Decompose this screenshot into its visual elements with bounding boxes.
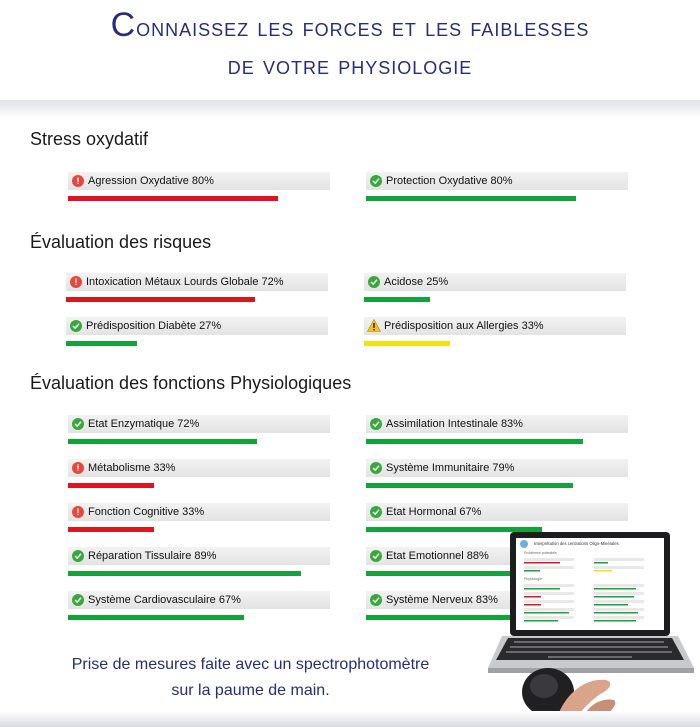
laptop-screen-section1: Problèmes potentiels: [524, 551, 557, 555]
result-progress-bar: [366, 483, 573, 488]
result-label: Système Nerveux 83%: [366, 591, 628, 609]
result-label: Intoxication Métaux Lourds Globale 72% !: [66, 273, 328, 291]
alert-icon: !: [70, 276, 82, 288]
check-icon: [72, 594, 84, 606]
result-progress-bar: [68, 196, 278, 201]
result-label: Acidose 25%: [364, 273, 626, 291]
footer-line2: sur la paume de main.: [171, 682, 330, 699]
laptop-screen-section2: Physiologie: [524, 577, 542, 581]
section-title-stress: Stress oxydatif: [30, 129, 149, 149]
check-icon: [370, 418, 382, 430]
result-acidose: [364, 273, 626, 305]
result-cognitive: [68, 503, 330, 535]
section-title-risques: Évaluation des risques: [30, 232, 212, 252]
result-label: Assimilation Intestinale 83%: [366, 415, 628, 433]
check-icon: [370, 462, 382, 474]
result-label: Fonction Cognitive 33% !: [68, 503, 330, 521]
result-metabolisme: [68, 459, 330, 491]
check-icon: [370, 594, 382, 606]
result-diabete: [66, 317, 328, 349]
alert-icon: !: [72, 175, 84, 187]
result-label: Protection Oxydative 80%: [366, 172, 628, 190]
result-progress-bar: [366, 196, 576, 201]
result-progress-bar: [68, 439, 257, 444]
warning-icon: [367, 319, 381, 332]
check-icon: [72, 418, 84, 430]
result-agression-oxydative: [68, 172, 330, 204]
result-label: Métabolisme 33% !: [68, 459, 330, 477]
result-label: Réparation Tissulaire 89%: [68, 547, 330, 565]
result-progress-bar: [68, 527, 154, 532]
check-icon: [370, 506, 382, 518]
laptop-screen-title: Interprétation des centrations Oligo-Minérales: [534, 541, 619, 546]
result-progress-bar: [66, 341, 137, 346]
result-assimilation: [366, 415, 628, 447]
result-tissulaire: [68, 547, 330, 579]
result-label: Système Cardiovasculaire 67%: [68, 591, 330, 609]
check-icon: [72, 550, 84, 562]
result-enzymatique: [68, 415, 330, 447]
result-allergies: [364, 317, 626, 349]
alert-icon: !: [72, 462, 84, 474]
result-protection-oxydative: [366, 172, 628, 204]
result-progress-bar: [366, 439, 583, 444]
footer-caption: [28, 652, 473, 704]
result-label: Etat Emotionnel 88%: [366, 547, 628, 565]
result-progress-bar: [68, 615, 244, 620]
result-immunitaire: [366, 459, 628, 491]
result-label: Système Immunitaire 79%: [366, 459, 628, 477]
header-title-line2: de votre physiologie: [227, 50, 473, 80]
result-label: Agression Oxydative 80% !: [68, 172, 330, 190]
laptop-graphic: [488, 530, 694, 715]
alert-icon: !: [72, 506, 84, 518]
laptop-illustration: [488, 530, 694, 715]
result-label: Etat Enzymatique 72%: [68, 415, 330, 433]
page-header: [0, 0, 700, 100]
result-metaux-lourds: [66, 273, 328, 305]
result-cardiovasculaire: [68, 591, 330, 623]
section-title-fonctions: Évaluation des fonctions Physiologiques: [30, 373, 352, 393]
result-progress-bar: [68, 571, 301, 576]
header-divider: [0, 100, 700, 118]
result-progress-bar: [66, 297, 255, 302]
check-icon: [70, 320, 82, 332]
header-title-line1: Connaissez les forces et les faiblesses: [110, 6, 590, 44]
check-icon: [368, 276, 380, 288]
result-progress-bar: [364, 297, 430, 302]
result-label: Etat Hormonal 67%: [366, 503, 628, 521]
result-progress-bar: [68, 483, 154, 488]
result-label: Prédisposition aux Allergies 33%: [364, 317, 626, 335]
result-label: Prédisposition Diabète 27%: [66, 317, 328, 335]
footer-divider: [0, 711, 700, 727]
result-progress-bar: [364, 341, 450, 346]
check-icon: [370, 175, 382, 187]
footer-line1: Prise de mesures faite avec un spectrophotomètre: [71, 656, 430, 673]
check-icon: [370, 550, 382, 562]
